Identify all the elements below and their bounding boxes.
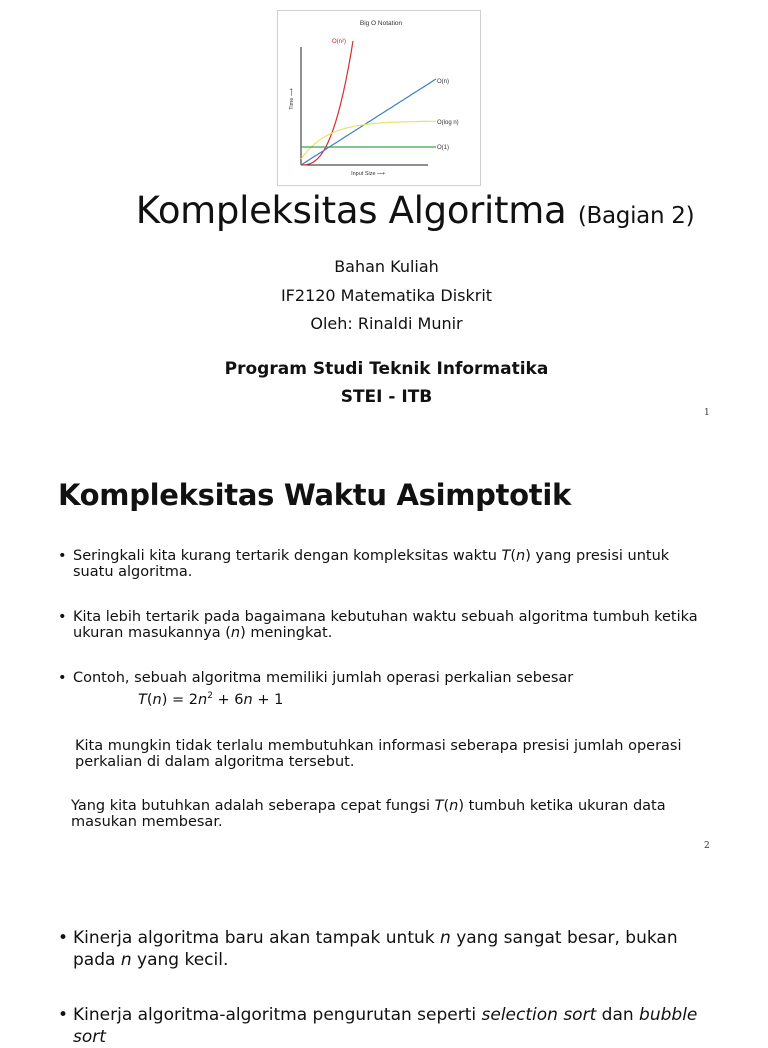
slide2-title: Kompleksitas Waktu Asimptotik	[58, 478, 571, 512]
chart-title: Big O Notation	[359, 20, 403, 27]
slide1-title-sub: (Bagian 2)	[577, 203, 695, 229]
bullet-text: Kinerja algoritma-algoritma pengurutan seperti selection sort dan bubble sort	[73, 1005, 698, 1047]
big-o-chart	[277, 10, 481, 186]
meta-line-author: Oleh: Rinaldi Munir	[310, 314, 463, 333]
bullet-dot: •	[58, 609, 67, 625]
slide2-page-number: 2	[704, 841, 710, 851]
series-group	[301, 39, 459, 165]
slide1-title	[0, 186, 768, 241]
meta-line-course-label: Bahan Kuliah	[334, 257, 439, 276]
slide2-bullet-1	[58, 549, 706, 580]
x-axis-label: Input Size ⟶	[351, 171, 385, 177]
bullet-dot: •	[58, 670, 67, 686]
slide2-paragraph-1: Kita mungkin tidak terlalu membutuhkan informasi seberapa presisi jumlah operasi perkalian di dalam algoritma tersebut.	[75, 738, 682, 770]
slide2-bullet-3	[58, 671, 706, 687]
formula-tn: $T(n) = 2n^2 + 6n + 1$	[138, 691, 284, 708]
slide3-bullet-1	[58, 927, 698, 971]
program-name: Program Studi Teknik Informatika	[224, 359, 549, 379]
series-label-3: O(1)	[437, 145, 449, 151]
series-label-0: O(n²)	[332, 39, 346, 45]
series-label-2: O(log n)	[437, 120, 459, 126]
slide1-page-number: 1	[704, 408, 710, 418]
school-name: STEI - ITB	[340, 387, 433, 407]
bullet-dot: •	[58, 1005, 69, 1025]
bullet-text: Kita lebih tertarik pada bagaimana kebutuhan waktu sebuah algoritma tumbuh ketika ukuran masukannya (n) meningkat.	[73, 609, 698, 641]
y-axis-label: Time ⟶	[289, 88, 295, 110]
bullet-text: Kinerja algoritma baru akan tampak untuk n yang sangat besar, bukan pada n yang kecil.	[73, 928, 678, 970]
bullet-dot: •	[58, 928, 69, 948]
bullet-dot: •	[58, 548, 67, 564]
big-o-chart-svg	[278, 11, 480, 185]
slide1-title-main: Kompleksitas Algoritma	[135, 189, 567, 232]
meta-line-course: IF2120 Matematika Diskrit	[280, 286, 493, 305]
slide2-bullet-2	[58, 610, 706, 641]
series-label-1: O(n)	[437, 79, 449, 85]
bullet-text: Contoh, sebuah algoritma memiliki jumlah operasi perkalian sebesar	[73, 670, 574, 686]
slide3-bullet-2	[58, 1004, 698, 1048]
slide2-paragraph-2: Yang kita butuhkan adalah seberapa cepat fungsi T(n) tumbuh ketika ukuran data masukan membesar.	[71, 798, 666, 830]
bullet-text: Seringkali kita kurang tertarik dengan kompleksitas waktu T(n) yang presisi untuk suatu algoritma.	[73, 548, 670, 580]
